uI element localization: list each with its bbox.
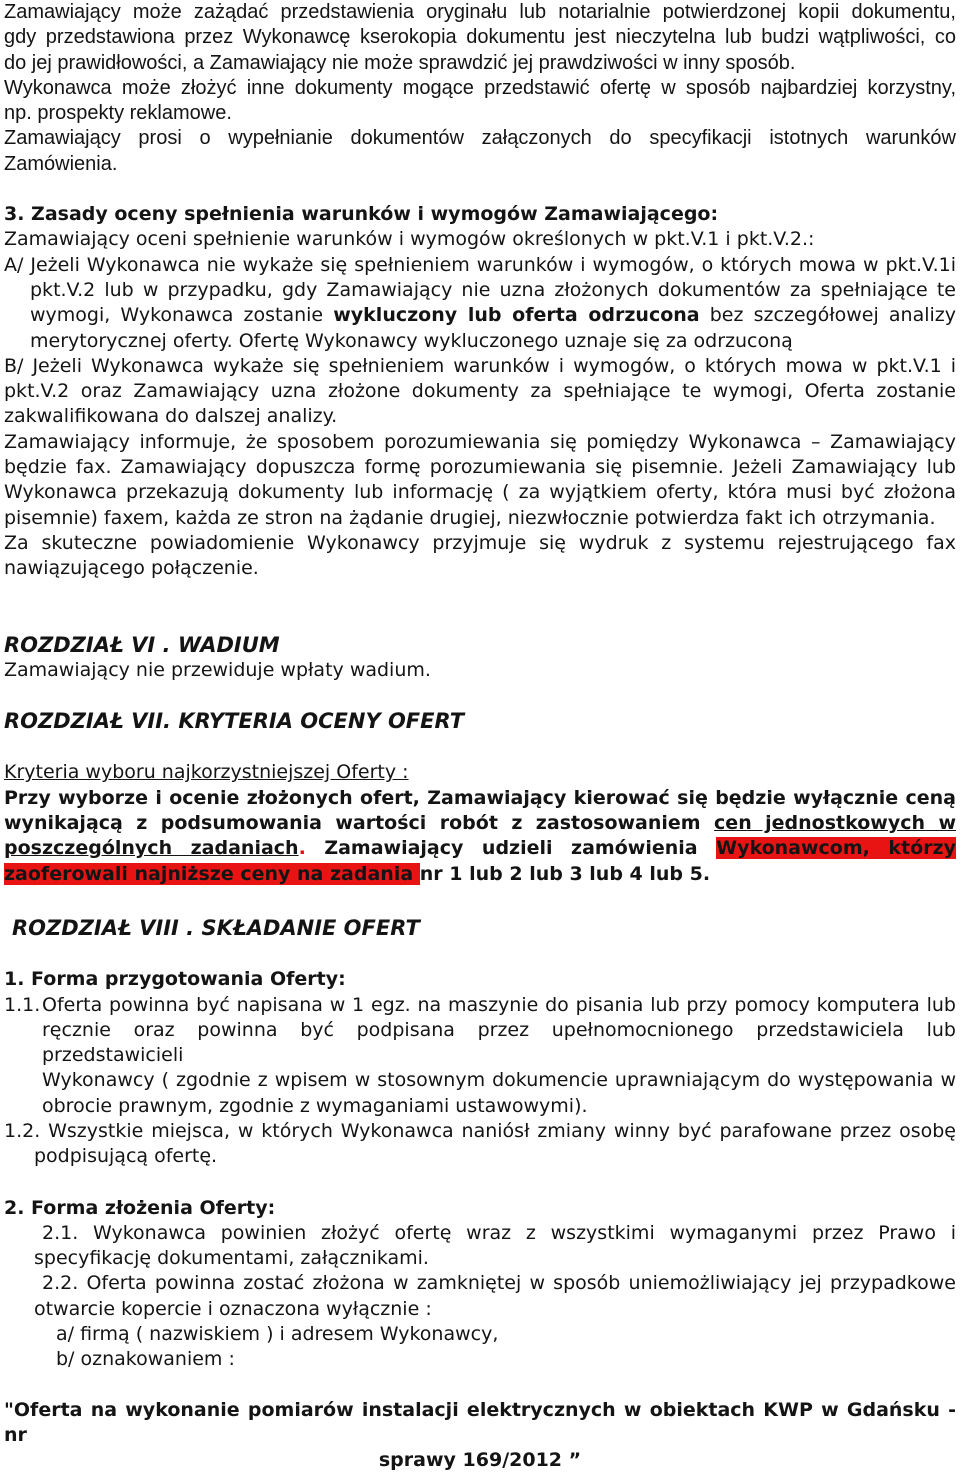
text-line: gdy przedstawiona przez Wykonawcę kserokopia dokumentu jest nieczytelna lub budzi wątpliwości, co	[4, 26, 956, 49]
chapter-6	[4, 633, 956, 684]
text-line: pkt.V.2 oraz Zamawiający uzna złożone dokumenty za spełniające te wymogi, Oferta zostanie	[4, 380, 956, 403]
chapter-heading: ROZDZIAŁ VIII . SKŁADANIE OFERT	[12, 915, 420, 940]
underlined-text: poszczególnych zadaniach	[4, 837, 299, 860]
text-span: Oferta powinna być napisana w 1 egz. na maszynie do pisania lub przy pomocy komputera lub	[42, 993, 956, 1016]
text-line: ręcznie oraz powinna być podpisana przez upełnomocnionego przedstawiciela lub przedstawicieli	[42, 1018, 956, 1067]
item-number: 1.1.	[4, 993, 41, 1016]
text-line: specyfikację dokumentami, załącznikami.	[34, 1247, 429, 1270]
red-text: .	[298, 837, 306, 860]
text-line: obrocie prawnym, zgodnie z wymaganiami ustawowymi).	[42, 1094, 588, 1117]
text-line	[4, 303, 956, 328]
subheading: Kryteria wyboru najkorzystniejszej Oferty :	[4, 761, 409, 784]
chapter-heading: ROZDZIAŁ VI . WADIUM	[4, 632, 280, 657]
text-line: a/ firmą ( nazwiskiem ) i adresem Wykonawcy,	[56, 1323, 499, 1346]
text-line: merytorycznej oferty. Ofertę Wykonawcy wykluczonego uznaje się za odrzuconą	[30, 329, 793, 352]
subsection-heading: 1. Forma przygotowania Oferty:	[4, 968, 346, 991]
offer-title-line: sprawy 169/2012 ”	[378, 1449, 582, 1472]
text-line: 2.1. Wykonawca powinien złożyć ofertę wraz z wszystkimi wymaganymi przez Prawo i	[42, 1221, 956, 1244]
text-line: Zamawiający może zażądać przedstawienia oryginału lub notarialnie potwierdzonej kopii dokumentu,	[4, 1, 956, 23]
text-line: B/ Jeżeli Wykonawca wykaże się spełnieniem warunków i wymogów, o których mowa w pkt.V.1 i	[4, 354, 956, 377]
text-line: pisemnie) faxem, każda ze stron na żądanie drugiej, niezwłocznie potwierdza fakt ich otrzymania.	[4, 506, 936, 529]
text-line: pkt.V.2 lub w przypadku, gdy Zamawiający nie uzna złożonych dokumentów za spełniające te	[30, 278, 956, 301]
text-line: podpisującą ofertę.	[34, 1145, 218, 1168]
text-line: b/ oznakowaniem :	[56, 1348, 235, 1371]
text-line: zakwalifikowana do dalszej analizy.	[4, 405, 338, 428]
text-line: Zamawiający nie przewiduje wpłaty wadium.	[4, 658, 431, 681]
highlighted-text: Wykonawcom, którzy	[716, 837, 956, 860]
section-heading: 3. Zasady oceny spełnienia warunków i wymogów Zamawiającego:	[4, 203, 719, 226]
text-line: 2.2. Oferta powinna zostać złożona w zamkniętej w sposób uniemożliwiający jej przypadkowe	[42, 1272, 956, 1295]
document-page	[4, 0, 956, 1474]
text-line	[4, 811, 956, 836]
text-line: A/ Jeżeli Wykonawca nie wykaże się spełnieniem warunków i wymogów, o których mowa w pkt.V.1i	[4, 253, 956, 276]
text-line	[4, 993, 956, 1018]
section-3	[4, 202, 956, 581]
text-line: Wykonawcy ( zgodnie z wpisem w stosownym dokumencie uprawniającym do występowania w	[42, 1069, 956, 1092]
text-line: Wykonawca może złożyć inne dokumenty mogące przedstawić ofertę w sposób najbardziej korzystny,	[4, 76, 956, 99]
intro-paragraphs	[4, 0, 956, 177]
text-line	[4, 836, 956, 861]
chapter-8	[4, 916, 956, 1474]
text-line: będzie fax. Zamawiający dopuszcza formę porozumiewania się pisemnie. Jeżeli Zamawiający lub	[4, 456, 956, 479]
text-span: wymogi, Wykonawca zostanie	[30, 304, 324, 327]
text-line: np. prospekty reklamowe.	[4, 102, 232, 125]
subsection-heading: 2. Forma złożenia Oferty:	[4, 1196, 276, 1219]
underlined-text: cen jednostkowych w	[714, 812, 956, 835]
text-line: nawiązującego połączenie.	[4, 557, 259, 580]
chapter-heading: ROZDZIAŁ VII. KRYTERIA OCENY OFERT	[4, 709, 465, 734]
text-span: nr 1 lub 2 lub 3 lub 4 lub 5.	[419, 862, 711, 885]
bold-text: wykluczony lub oferta odrzucona	[333, 304, 700, 327]
text-line: Zamawiający informuje, że sposobem porozumiewania się pomiędzy Wykonawca – Zamawiający	[4, 430, 956, 453]
text-line: Wykonawca przekazują dokumenty lub informację ( za wyjątkiem oferty, która musi być złożona	[4, 481, 956, 504]
text-line: Zamawiający prosi o wypełnianie dokumentów załączonych do specyfikacji istotnych warunków	[4, 127, 956, 150]
text-line	[4, 862, 956, 887]
text-line: do jej prawidłowości, a Zamawiający nie może sprawdzić jej prawdziwości w inny sposób.	[4, 51, 796, 74]
text-span: bez szczegółowej analizy	[709, 304, 956, 327]
highlighted-text: zaoferowali najniższe ceny na zadania	[4, 862, 420, 885]
offer-title-line: "Oferta na wykonanie pomiarów instalacji elektrycznych w obiektach KWP w Gdańsku -nr	[4, 1398, 956, 1446]
text-line: Zamówienia.	[4, 152, 118, 175]
text-span: Zamawiający udzieli zamówienia	[305, 837, 717, 860]
chapter-7	[4, 709, 956, 887]
text-line: 1.2. Wszystkie miejsca, w których Wykonawca naniósł zmiany winny być parafowane przez osobę	[4, 1119, 956, 1142]
text-line: otwarcie kopercie i oznaczona wyłącznie :	[34, 1297, 432, 1320]
text-line: Za skuteczne powiadomienie Wykonawcy przyjmuje się wydruk z systemu rejestrującego fax	[4, 531, 956, 554]
text-line: Przy wyborze i ocenie złożonych ofert, Zamawiający kierować się będzie wyłącznie ceną	[4, 786, 956, 809]
text-span: wynikającą z podsumowania wartości robót z zastosowaniem	[4, 812, 701, 835]
text-line: Zamawiający oceni spełnienie warunków i wymogów określonych w pkt.V.1 i pkt.V.2.:	[4, 228, 815, 251]
